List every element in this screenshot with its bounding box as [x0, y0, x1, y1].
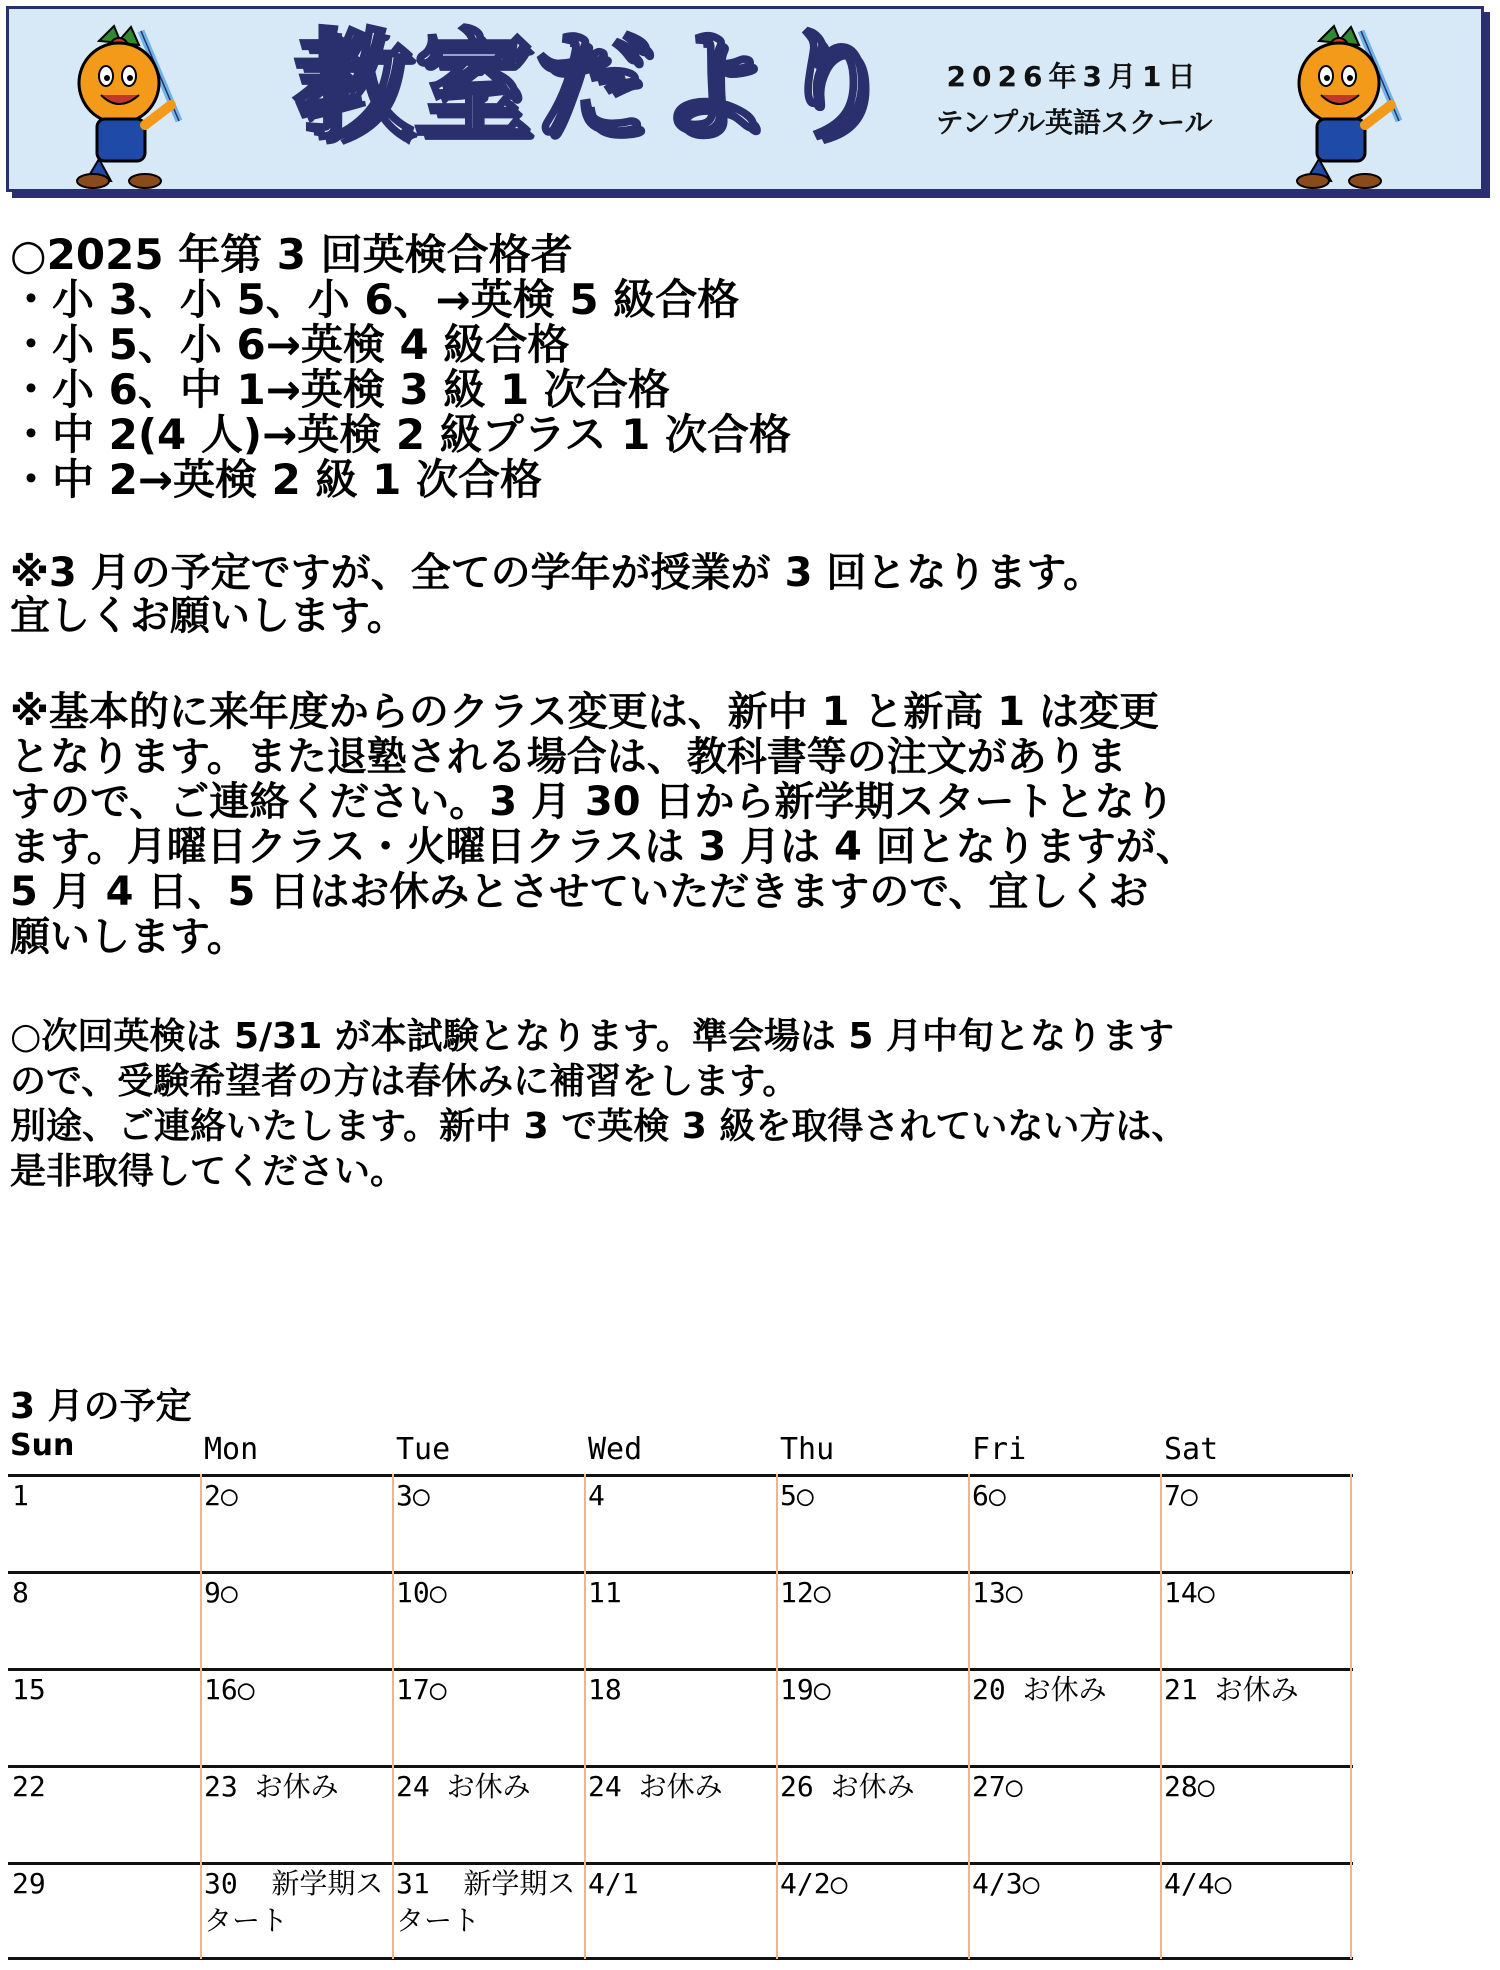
calendar-day-cell: 17○ — [396, 1673, 447, 1706]
notice-line: ので、受験希望者の方は春休みに補習をします。 — [10, 1061, 799, 1102]
calendar-day-cell: 26 お休み — [780, 1770, 915, 1803]
calendar-day-cell: 7○ — [1164, 1479, 1198, 1512]
notice-line: 是非取得してください。 — [10, 1151, 407, 1192]
day-header-tue: Tue — [396, 1432, 451, 1467]
calendar-day-cell: 28○ — [1164, 1770, 1215, 1803]
calendar-day-cell: 4/1 — [588, 1867, 639, 1900]
calendar-day-cell: 16○ — [204, 1673, 255, 1706]
calendar-day-cell: 24 お休み — [396, 1770, 531, 1803]
result-item: ・小 5、小 6→英検 4 級合格 — [10, 320, 570, 369]
result-item: ・小 6、中 1→英検 3 級 1 次合格 — [10, 365, 670, 414]
day-header-fri: Fri — [972, 1432, 1027, 1467]
calendar-day-cell: 4/3○ — [972, 1867, 1040, 1900]
calendar-day-cell: 19○ — [780, 1673, 831, 1706]
result-item: ・小 3、小 5、小 6、→英検 5 級合格 — [10, 275, 740, 324]
result-item: ・中 2→英検 2 級 1 次合格 — [10, 455, 542, 504]
calendar-day-cell: 12○ — [780, 1576, 831, 1609]
newsletter-title: 教室だより — [294, 17, 895, 155]
notice-line: 宜しくお願いします。 — [10, 593, 407, 639]
calendar-day-cell: 23 お休み — [204, 1770, 339, 1803]
day-header-thu: Thu — [780, 1432, 835, 1467]
day-header-sat: Sat — [1164, 1432, 1219, 1467]
calendar-day-cell: 4 — [588, 1479, 605, 1512]
notice-line: ます。月曜日クラス・火曜日クラスは 3 月は 4 回となりますが、 — [10, 824, 1196, 870]
calendar-day-cell: 21 お休み — [1164, 1673, 1299, 1706]
calendar-day-cell: 31 新学期スタート — [396, 1867, 576, 1937]
day-header-mon: Mon — [204, 1432, 259, 1467]
calendar-day-cell: 4/2○ — [780, 1867, 848, 1900]
calendar-day-cell: 9○ — [204, 1576, 238, 1609]
calendar-day-cell: 22 — [12, 1770, 46, 1803]
orange-mascot-icon — [59, 21, 209, 191]
calendar-day-cell: 10○ — [396, 1576, 447, 1609]
school-name: テンプル英語スクール — [935, 106, 1213, 139]
notice-paragraph-march — [10, 552, 1103, 638]
notice-line: ※3 月の予定ですが、全ての学年が授業が 3 回となります。 — [10, 550, 1104, 596]
notice-line: 願いします。 — [10, 914, 247, 960]
header-banner — [6, 6, 1484, 192]
calendar-day-cell: 24 お休み — [588, 1770, 723, 1803]
calendar-day-cell: 20 お休み — [972, 1673, 1107, 1706]
notice-paragraph-class-change — [10, 690, 1196, 960]
calendar-day-cell: 3○ — [396, 1479, 430, 1512]
notice-line: すので、ご連絡ください。3 月 30 日から新学期スタートとなり — [10, 779, 1175, 825]
calendar-row-divider — [8, 1957, 1353, 1960]
calendar-day-cell: 2○ — [204, 1479, 238, 1512]
day-header-sun: Sun — [10, 1428, 75, 1463]
calendar-day-cell: 13○ — [972, 1576, 1023, 1609]
exam-results-section — [10, 232, 791, 502]
calendar-title: 3 月の予定 — [10, 1386, 192, 1427]
calendar-day-cell: 14○ — [1164, 1576, 1215, 1609]
results-heading: ○2025 年第 3 回英検合格者 — [10, 230, 573, 279]
calendar-grid — [8, 1474, 1353, 1961]
calendar-day-cell: 27○ — [972, 1770, 1023, 1803]
calendar-day-cell: 18 — [588, 1673, 622, 1706]
calendar-day-cell: 11 — [588, 1576, 622, 1609]
result-item: ・中 2(4 人)→英検 2 級プラス 1 次合格 — [10, 410, 791, 459]
calendar-day-cell: 15 — [12, 1673, 46, 1706]
calendar-day-cell: 29 — [12, 1867, 46, 1900]
notice-line: ○次回英検は 5/31 が本試験となります。準会場は 5 月中旬となります — [10, 1016, 1175, 1057]
calendar-day-cell: 8 — [12, 1576, 29, 1609]
calendar-day-cell: 1 — [12, 1479, 29, 1512]
calendar-day-cell: 6○ — [972, 1479, 1006, 1512]
calendar-day-cell: 5○ — [780, 1479, 814, 1512]
notice-line: となります。また退塾される場合は、教科書等の注文がありま — [10, 734, 1127, 780]
orange-mascot-icon — [1279, 21, 1429, 191]
notice-line: 別途、ご連絡いたします。新中 3 で英検 3 級を取得されていない方は、 — [10, 1106, 1188, 1147]
issue-date: 2026年3月1日 — [946, 60, 1202, 93]
notice-paragraph-next-exam — [10, 1014, 1187, 1194]
notice-line: 5 月 4 日、5 日はお休みとさせていただきますので、宜しくお — [10, 869, 1149, 915]
day-header-wed: Wed — [588, 1432, 643, 1467]
calendar-day-cell: 4/4○ — [1164, 1867, 1232, 1900]
notice-line: ※基本的に来年度からのクラス変更は、新中 1 と新高 1 は変更 — [10, 689, 1160, 735]
calendar-day-cell: 30 新学期スタート — [204, 1867, 384, 1937]
